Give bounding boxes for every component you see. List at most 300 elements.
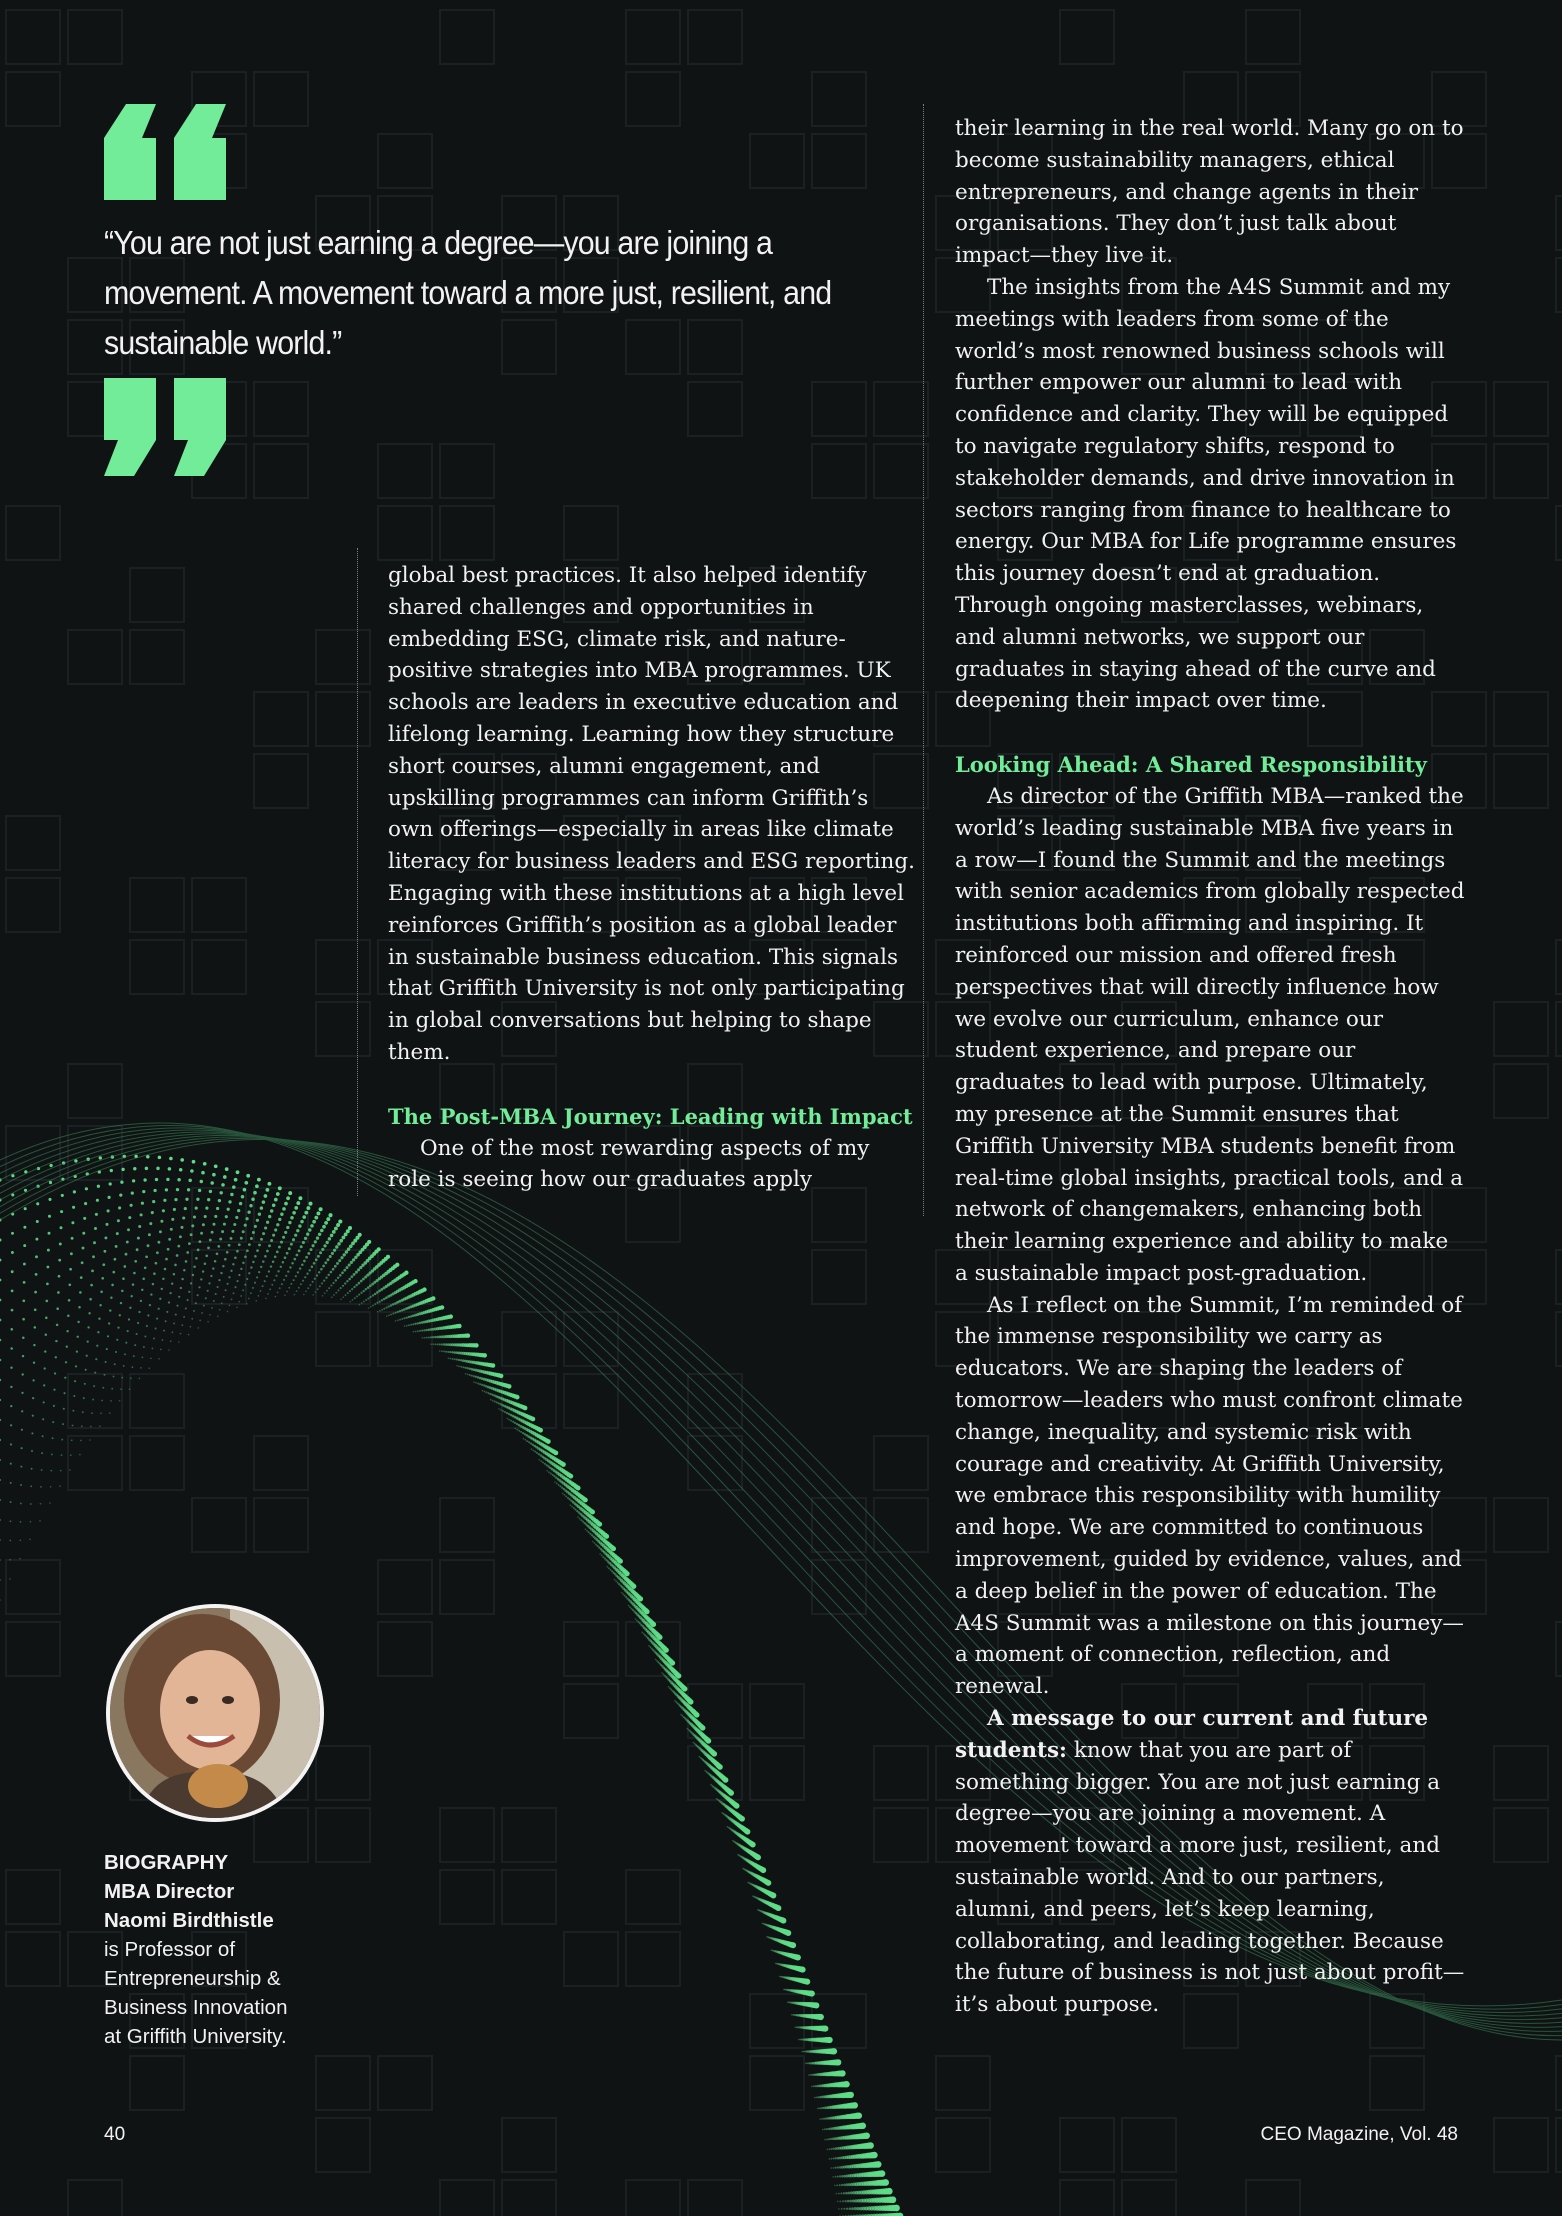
wave-dot	[385, 1296, 388, 1299]
wave-dot	[605, 1559, 607, 1561]
wave-dot	[827, 2128, 829, 2130]
wave-dot	[221, 1183, 225, 1187]
wave-dot	[395, 1312, 397, 1314]
wave-dot	[836, 2184, 838, 2186]
wave-dot	[227, 1208, 230, 1211]
wave-dot	[854, 2207, 857, 2210]
wave-dot	[766, 1936, 768, 1938]
wave-dot	[329, 1255, 332, 1258]
wave-dot	[226, 1251, 229, 1254]
wave-dot	[51, 1453, 53, 1455]
wave-dot	[842, 2200, 844, 2202]
wave-dot	[836, 2193, 838, 2195]
wave-dot	[151, 1211, 154, 1214]
wave-dot	[10, 1424, 12, 1426]
wave-dot	[0, 1579, 1, 1581]
wave-dot	[192, 1274, 194, 1276]
wave-dot	[294, 1206, 298, 1210]
wave-dot	[74, 1380, 76, 1382]
wave-dot	[41, 1469, 43, 1471]
wave-dot	[248, 1272, 250, 1274]
wave-dot	[439, 1350, 441, 1352]
wave-dot	[271, 1284, 273, 1286]
wave-dot	[839, 2200, 841, 2202]
wave-dot	[169, 1157, 173, 1161]
wave-dot	[302, 1215, 306, 1219]
wave-dot	[379, 1300, 381, 1302]
wave-dot	[72, 1410, 74, 1412]
wave-dot	[281, 1283, 283, 1285]
wave-dot	[60, 1470, 62, 1472]
wave-dot	[284, 1256, 287, 1259]
wave-dot	[827, 2149, 829, 2151]
wave-dot	[843, 2208, 845, 2210]
wave-dot	[321, 1248, 324, 1251]
wave-dot	[484, 1391, 486, 1393]
wave-dot	[125, 1253, 128, 1256]
wave-dot	[553, 1475, 555, 1477]
wave-dot	[335, 1279, 337, 1281]
wave-dot	[212, 1223, 215, 1226]
wave-dot	[96, 1199, 99, 1202]
wave-dot	[414, 1314, 417, 1317]
wave-dot	[68, 1283, 71, 1286]
wave-dot	[155, 1178, 158, 1181]
body-paragraph: As I reflect on the Summit, I’m reminded of the immense responsibility we carry as educators. We are shaping the leaders of tomorrow—leaders who must confront climate change, inequality, and systemic risk with courage and creativity. At Griffith University, we embrace this responsibility with humility and hope. We are committed to continuous improvement, guided by evidence, values, and a deep belief in the power of education. The A4S Summit was a milestone on this journey—a moment of connection, reflection, and renewal.	[955, 1292, 1464, 1700]
wave-dot	[236, 1280, 238, 1282]
wave-dot	[0, 1499, 1, 1501]
wave-dot	[290, 1243, 293, 1246]
wave-dot	[257, 1178, 261, 1182]
wave-dot	[184, 1207, 187, 1210]
wave-dot	[43, 1384, 45, 1386]
wave-dot	[109, 1309, 111, 1311]
wave-dot	[69, 1469, 71, 1471]
wave-dot	[99, 1304, 101, 1306]
wave-dot	[839, 2166, 842, 2169]
wave-dot	[318, 1271, 320, 1273]
wave-dot	[324, 1261, 327, 1264]
wave-dot	[92, 1399, 94, 1401]
wave-dot	[83, 1397, 85, 1399]
wave-dot	[112, 1271, 115, 1274]
wave-dot	[201, 1171, 205, 1175]
wave-dot	[352, 1299, 354, 1301]
wave-dot	[191, 1318, 193, 1320]
wave-dot	[835, 2157, 837, 2159]
wave-dot	[381, 1309, 383, 1311]
article-column-middle	[388, 560, 918, 1196]
wave-dot	[571, 1506, 573, 1508]
wave-dot	[381, 1299, 383, 1301]
wave-dot	[57, 1291, 60, 1294]
wave-dot	[412, 1323, 414, 1325]
wave-dot	[286, 1291, 288, 1293]
wave-dot	[254, 1282, 256, 1284]
wave-dot	[242, 1230, 245, 1233]
wave-dot	[648, 1645, 650, 1647]
wave-dot	[36, 1202, 39, 1205]
wave-dot	[10, 1347, 13, 1350]
wave-dot	[814, 2097, 816, 2099]
wave-dot	[414, 1323, 416, 1325]
wave-dot	[236, 1170, 240, 1174]
wave-dot	[214, 1260, 217, 1263]
wave-dot	[641, 1632, 643, 1634]
wave-dot	[650, 1646, 652, 1648]
wave-dot	[831, 2158, 833, 2160]
wave-dot	[272, 1204, 276, 1208]
wave-dot	[133, 1272, 136, 1275]
wave-dot	[183, 1316, 185, 1318]
wave-dot	[387, 1295, 390, 1298]
wave-dot	[356, 1295, 358, 1297]
wave-dot	[390, 1304, 392, 1306]
wave-dot	[506, 1418, 508, 1420]
wave-dot	[172, 1331, 174, 1333]
wave-dot	[816, 2096, 818, 2098]
wave-dot	[473, 1381, 475, 1383]
wave-dot	[280, 1241, 283, 1244]
wave-dot	[611, 1570, 613, 1572]
wave-dot	[312, 1220, 316, 1224]
wave-dot	[124, 1353, 126, 1355]
wave-dot	[657, 1661, 659, 1663]
wave-dot	[522, 1432, 524, 1434]
wave-dot	[202, 1270, 204, 1272]
wave-dot	[799, 2039, 801, 2041]
wave-dot	[417, 1330, 419, 1332]
wave-dot	[282, 1261, 285, 1264]
wave-dot	[834, 2147, 837, 2150]
wave-dot	[252, 1231, 255, 1234]
wave-dot	[21, 1410, 23, 1412]
author-biography	[104, 1848, 364, 2051]
wave-dot	[363, 1290, 365, 1292]
wave-dot	[171, 1218, 174, 1221]
wave-dot	[489, 1393, 491, 1395]
wave-dot	[296, 1201, 300, 1205]
wave-dot	[467, 1374, 469, 1376]
wave-dot	[289, 1266, 291, 1268]
wave-dot	[403, 1317, 405, 1319]
wave-dot	[287, 1270, 289, 1272]
wave-dot	[819, 2118, 821, 2120]
wave-dot	[128, 1216, 131, 1219]
wave-dot	[215, 1293, 217, 1295]
wave-dot	[182, 1216, 185, 1219]
wave-dot	[144, 1336, 146, 1338]
wave-dot	[524, 1433, 526, 1435]
wave-dot	[145, 1255, 148, 1258]
wave-dot	[165, 1258, 168, 1261]
wave-dot	[193, 1215, 196, 1218]
wave-dot	[294, 1294, 296, 1296]
wave-dot	[45, 1300, 48, 1303]
wave-dot	[147, 1314, 149, 1316]
wave-dot	[232, 1185, 236, 1189]
wave-dot	[10, 1501, 12, 1503]
body-paragraph: The insights from the A4S Summit and my meetings with leaders from some of the world’s most renowned business schools will further empower our alumni to lead with confidence and clarity. They will be equipped to navigate regulatory shifts, respond to stakeholder demands, and drive innovation in sectors ranging from finance to healthcare to energy. Our MBA for Life programme ensures this journey doesn’t end at graduation. Through ongoing masterclasses, webinars, and alumni networks, we support our graduates in staying ahead of the curve and deepening their impact over time.	[955, 274, 1457, 714]
wave-dot	[168, 1238, 171, 1241]
wave-dot	[757, 1909, 759, 1911]
wave-dot	[23, 1244, 26, 1247]
wave-dot	[275, 1296, 277, 1298]
wave-dot	[737, 1854, 739, 1856]
wave-dot	[0, 1299, 1, 1302]
wave-dot	[31, 1432, 33, 1434]
wave-dot	[516, 1429, 518, 1431]
wave-dot	[188, 1291, 190, 1293]
wave-dot	[577, 1516, 579, 1518]
wave-dot	[462, 1366, 464, 1368]
wave-dot	[201, 1312, 203, 1314]
wave-dot	[173, 1273, 175, 1275]
wave-dot	[195, 1207, 198, 1210]
wave-dot	[152, 1283, 154, 1285]
wave-dot	[296, 1229, 299, 1232]
wave-dot	[125, 1342, 127, 1344]
wave-dot	[80, 1440, 82, 1442]
wave-dot	[61, 1439, 63, 1441]
wave-dot	[53, 1405, 55, 1407]
wave-dot	[371, 1283, 374, 1286]
wave-dot	[140, 1300, 142, 1302]
wave-dot	[205, 1254, 208, 1257]
wave-dot	[56, 1307, 59, 1310]
wave-dot	[408, 1324, 410, 1326]
wave-dot	[643, 1633, 645, 1635]
wave-dot	[406, 1317, 408, 1319]
wave-dot	[829, 2158, 831, 2160]
wave-dot	[65, 1361, 67, 1363]
wave-dot	[351, 1275, 354, 1278]
wave-dot	[837, 2201, 839, 2203]
wave-dot	[216, 1252, 219, 1255]
wave-dot	[129, 1388, 131, 1390]
wave-dot	[258, 1295, 260, 1297]
wave-dot	[241, 1195, 244, 1198]
wave-dot	[128, 1318, 130, 1320]
wave-dot	[783, 1989, 785, 1991]
wave-dot	[21, 1429, 23, 1431]
wave-dot	[218, 1199, 221, 1202]
wave-dot	[300, 1220, 304, 1224]
wave-dot	[531, 1448, 533, 1450]
wave-dot	[43, 1401, 45, 1403]
wave-dot	[591, 1534, 593, 1536]
wave-dot	[316, 1236, 319, 1239]
wave-dot	[0, 1539, 1, 1541]
wave-dot	[315, 1291, 317, 1293]
wave-dot	[166, 1178, 169, 1181]
wave-dot	[11, 1232, 14, 1235]
wave-dot	[372, 1304, 374, 1306]
wave-dot	[621, 1592, 623, 1594]
wave-dot	[35, 1273, 38, 1276]
wave-dot	[82, 1247, 85, 1250]
wave-dot	[304, 1276, 306, 1278]
wave-dot	[570, 1500, 572, 1502]
wave-dot	[149, 1367, 151, 1369]
wave-dot	[0, 1399, 1, 1401]
wave-dot	[35, 1238, 38, 1241]
wave-dot	[791, 2014, 793, 2016]
wave-dot	[595, 1544, 597, 1546]
wave-dot	[341, 1271, 344, 1274]
wave-dot	[217, 1286, 219, 1288]
wave-dot	[134, 1260, 137, 1263]
wave-dot	[306, 1206, 310, 1210]
wave-dot	[483, 1384, 485, 1386]
bio-role: MBA Director	[104, 1880, 235, 1903]
wave-dot	[546, 1470, 548, 1472]
wave-dot	[191, 1224, 194, 1227]
wave-dot	[293, 1258, 296, 1261]
wave-dot	[340, 1298, 342, 1300]
wave-dot	[80, 1276, 83, 1279]
wave-dot	[317, 1255, 320, 1258]
wave-dot	[42, 1435, 44, 1437]
wave-dot	[197, 1294, 199, 1296]
wave-dot	[450, 1358, 452, 1360]
wave-dot	[278, 1186, 282, 1190]
wave-dot	[190, 1282, 192, 1284]
wave-dot	[832, 2176, 834, 2178]
wave-dot	[841, 2184, 843, 2186]
wave-dot	[365, 1299, 367, 1301]
wave-dot	[117, 1326, 119, 1328]
wave-dot	[94, 1372, 96, 1374]
wave-dot	[680, 1714, 682, 1716]
wave-dot	[849, 2200, 852, 2203]
wave-dot	[302, 1280, 304, 1282]
wave-dot	[339, 1274, 342, 1277]
wave-dot	[174, 1198, 177, 1201]
wave-dot	[0, 1459, 1, 1461]
wave-dot	[198, 1327, 200, 1329]
wave-dot	[132, 1179, 135, 1182]
wave-dot	[234, 1286, 236, 1288]
wave-dot	[221, 1302, 223, 1304]
wave-dot	[376, 1291, 379, 1294]
wave-dot	[319, 1285, 321, 1287]
wave-dot	[530, 1442, 532, 1444]
wave-dot	[397, 1319, 399, 1321]
wave-dot	[61, 1454, 63, 1456]
wave-dot	[231, 1298, 233, 1300]
wave-dot	[704, 1770, 706, 1772]
wave-dot	[220, 1272, 222, 1274]
wave-dot	[310, 1248, 313, 1251]
wave-dot	[406, 1325, 408, 1327]
wave-dot	[540, 1454, 542, 1456]
wave-dot	[256, 1249, 259, 1252]
wave-dot	[417, 1322, 419, 1324]
wave-dot	[399, 1319, 401, 1321]
wave-dot	[230, 1193, 233, 1196]
wave-dot	[10, 1366, 12, 1368]
wave-dot	[266, 1250, 269, 1253]
wave-dot	[278, 1218, 281, 1221]
wave-dot	[710, 1784, 712, 1786]
wave-dot	[629, 1606, 631, 1608]
wave-dot	[214, 1215, 217, 1218]
wave-dot	[345, 1250, 348, 1253]
wave-dot	[187, 1299, 189, 1301]
wave-dot	[516, 1423, 518, 1425]
wave-dot	[133, 1355, 135, 1357]
wave-dot	[31, 1468, 33, 1470]
wave-dot	[162, 1278, 164, 1280]
wave-dot	[419, 1322, 422, 1325]
wave-dot	[198, 1286, 200, 1288]
wave-dot	[22, 1336, 25, 1339]
wave-dot	[539, 1459, 541, 1461]
wave-dot	[49, 1181, 52, 1184]
wave-dot	[232, 1263, 234, 1265]
wave-dot	[304, 1211, 308, 1215]
wave-dot	[0, 1419, 1, 1421]
wave-dot	[727, 1826, 729, 1828]
wave-dot	[688, 1729, 690, 1731]
wave-dot	[250, 1237, 253, 1240]
wave-dot	[327, 1258, 330, 1261]
wave-dot	[277, 1270, 279, 1272]
wave-dot	[123, 1365, 125, 1367]
wave-dot	[137, 1322, 139, 1324]
wave-dot	[661, 1672, 663, 1674]
wave-dot	[682, 1715, 684, 1717]
wave-dot	[229, 1305, 231, 1307]
wave-dot	[342, 1285, 344, 1287]
wave-dot	[334, 1265, 337, 1268]
wave-dot	[91, 1412, 93, 1414]
wave-dot	[34, 1326, 37, 1329]
wave-dot	[81, 1261, 84, 1264]
wave-dot	[10, 1463, 12, 1465]
wave-dot	[288, 1191, 292, 1195]
wave-dot	[624, 1595, 626, 1597]
wave-dot	[274, 1198, 278, 1202]
wave-dot	[228, 1276, 230, 1278]
wave-dot	[349, 1244, 353, 1248]
wave-dot	[86, 1355, 88, 1357]
wave-dot	[298, 1287, 300, 1289]
wave-dot	[589, 1533, 591, 1535]
wave-dot	[504, 1411, 506, 1413]
wave-dot	[258, 1213, 261, 1216]
wave-dot	[193, 1265, 196, 1268]
wave-dot	[622, 1593, 624, 1595]
wave-dot	[227, 1311, 229, 1313]
wave-dot	[309, 1202, 313, 1206]
wave-dot	[50, 1470, 52, 1472]
article-column-right	[955, 113, 1465, 2021]
wave-dot	[700, 1757, 702, 1759]
wave-dot	[274, 1228, 277, 1231]
wave-dot	[316, 1274, 318, 1276]
wave-dot	[39, 1520, 41, 1522]
wave-dot	[107, 1209, 110, 1212]
wave-dot	[350, 1301, 352, 1303]
wave-dot	[837, 2166, 839, 2168]
wave-dot	[190, 1326, 192, 1328]
wave-dot	[330, 1284, 332, 1286]
wave-dot	[250, 1266, 252, 1268]
wave-dot	[240, 1237, 243, 1240]
wave-dot	[192, 1160, 196, 1164]
